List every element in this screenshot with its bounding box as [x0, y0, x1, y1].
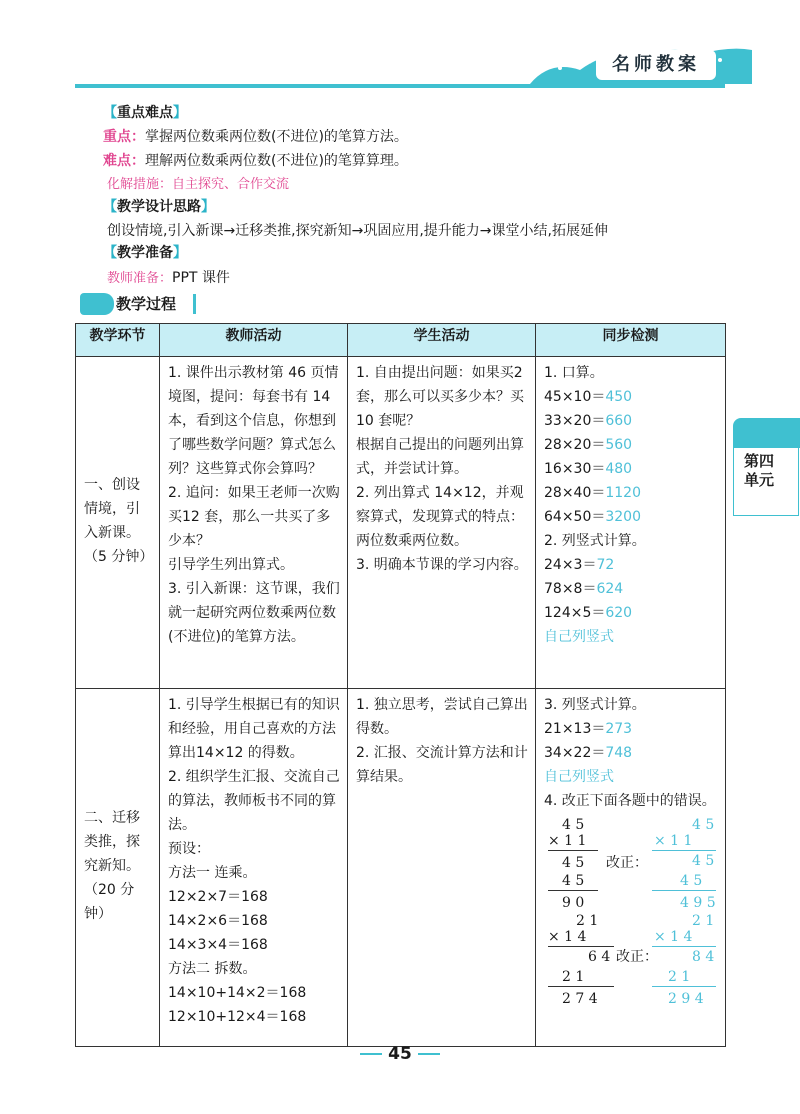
vert-question: 78×8＝ [544, 581, 597, 597]
student-text: 2. 列出算式 14×12，并观察算式，发现算式的特点：两位数乘两位数。 [356, 485, 524, 549]
teacher-text: 方法一 连乘。 [168, 865, 257, 881]
teacher-text: 方法二 拆数。 [168, 961, 257, 977]
student-cell [348, 357, 536, 689]
vert-answer: 624 [596, 581, 624, 597]
vert-answer: 273 [605, 721, 633, 737]
fix2-label: 改正： [616, 949, 658, 965]
oral-answer: 560 [605, 437, 633, 453]
student-text: 2. 汇报、交流计算方法和计算结果。 [356, 745, 528, 785]
student-text: 1. 自由提出问题：如果买2套，那么可以买多少本？买 10 套呢？ [356, 365, 524, 429]
teacher-text: 2. 追问：如果王老师一次购买12 套，那么一共买了多少本？ [168, 485, 340, 549]
fix1-right-line: 4 5 [692, 853, 715, 869]
vert-question: 21×13＝ [544, 721, 606, 737]
fix2-wrong-line: 2 1 [576, 913, 599, 929]
tab-bar [193, 294, 196, 314]
fix1-right-line: × 1 1 [654, 833, 693, 849]
student-text: 3. 明确本节课的学习内容。 [356, 557, 528, 573]
key-label: 重点： [103, 129, 145, 145]
design-text: 创设情境,引入新课→迁移类推,探究新知→巩固应用,提升能力→课堂小结,拓展延伸 [107, 223, 608, 239]
vert-answer: 620 [605, 605, 633, 621]
check-cell [536, 689, 726, 1047]
oral-item [544, 433, 719, 457]
check-title: 3. 列竖式计算。 [544, 697, 646, 713]
oral-answer: 3200 [605, 509, 641, 525]
fix1-wrong-line: 4 5 [562, 817, 585, 833]
fix2-right-line: 2 9 4 [668, 991, 704, 1007]
oral-item [544, 481, 719, 505]
header-teacher: 教师活动 [160, 324, 348, 357]
oral-question: 16×30＝ [544, 461, 606, 477]
teacher-text: 1. 课件出示教材第 46 页情境图，提问：每套书有 14 本，看到这个信息，你想到了哪些数学问题？算式怎么列？这些算式你会算吗？ [168, 365, 339, 477]
check-title: 1. 口算。 [544, 365, 604, 381]
prep-label: 教师准备： [107, 271, 173, 286]
fix2-right-line: 2 1 [692, 913, 715, 929]
fix2-wrong-line: 2 7 4 [562, 991, 598, 1007]
design-heading: 【教学设计思路】 [103, 199, 215, 215]
oral-answer: 480 [605, 461, 633, 477]
dash-left [360, 1053, 382, 1055]
key-line [103, 127, 408, 147]
teacher-text: 14×10+14×2＝168 [168, 985, 307, 1001]
header-check: 同步检测 [536, 324, 726, 357]
fix2-right-line: 8 4 [692, 949, 715, 965]
fix2-right-line: 2 1 [668, 969, 691, 985]
check-cell [536, 357, 726, 689]
student-text: 根据自己提出的问题列出算式，并尝试计算。 [356, 437, 524, 477]
side-unit-label: 第四单元 [744, 452, 775, 489]
teacher-text: 3. 引入新课：这节课，我们就一起研究两位数乘两位数(不进位)的笔算方法。 [168, 581, 340, 645]
fix2-wrong-line: 2 1 [562, 969, 585, 985]
person-icon [80, 293, 114, 315]
teacher-text: 12×10+12×4＝168 [168, 1009, 307, 1025]
oral-item [544, 457, 719, 481]
fix1-right-line: 4 9 5 [680, 895, 716, 911]
prep-text: PPT 课件 [172, 270, 230, 286]
stage-cell: 二、迁移类推，探究新知。（20 分钟） [76, 689, 160, 1047]
teacher-text: 14×2×6＝168 [168, 913, 268, 929]
difficulty-text: 理解两位数乘两位数(不进位)的笔算算理。 [145, 153, 408, 169]
oral-item [544, 385, 719, 409]
difficulty-label: 难点： [103, 153, 145, 169]
side-tab-top [733, 418, 800, 448]
teacher-cell [160, 357, 348, 689]
vert-question: 34×22＝ [544, 745, 606, 761]
prep-heading: 【教学准备】 [103, 245, 187, 261]
vert-item [544, 717, 719, 741]
design-title: 教学设计思路 [117, 199, 201, 215]
oral-question: 33×20＝ [544, 413, 606, 429]
difficulty-line [103, 151, 408, 171]
fix1-right-line: 4 5 [680, 873, 703, 889]
fix2-wrong-line: 6 4 [588, 949, 611, 965]
student-text: 1. 独立思考，尝试自己算出得数。 [356, 697, 528, 737]
key-points-title: 重点难点 [117, 105, 173, 121]
teaching-process-table [75, 323, 726, 1047]
oral-question: 45×10＝ [544, 389, 606, 405]
vert-item [544, 601, 719, 625]
key-text: 掌握两位数乘两位数(不进位)的笔算方法。 [145, 129, 408, 145]
table-header-row [76, 324, 726, 357]
teacher-text: 1. 引导学生根据已有的知识和经验，用自己喜欢的方法算出14×12 的得数。 [168, 697, 340, 761]
fix1-right-line: 4 5 [692, 817, 715, 833]
header-line [75, 84, 725, 88]
oral-question: 28×20＝ [544, 437, 606, 453]
key-points-heading: 【重点难点】 [103, 105, 187, 121]
fix1-label: 改正： [606, 855, 648, 871]
vert-question: 124×5＝ [544, 605, 606, 621]
teacher-text: 12×2×7＝168 [168, 889, 268, 905]
check-title: 2. 列竖式计算。 [544, 533, 646, 549]
oral-item [544, 505, 719, 529]
vert-item [544, 577, 719, 601]
student-cell [348, 689, 536, 1047]
fix1-wrong-line: × 1 1 [548, 833, 587, 849]
fix-title: 4. 改正下面各题中的错误。 [544, 793, 716, 809]
process-title: 教学过程 [116, 295, 177, 313]
vert-question: 24×3＝ [544, 557, 597, 573]
oral-answer: 660 [605, 413, 633, 429]
teacher-text: 预设： [168, 841, 210, 857]
vert-item [544, 553, 719, 577]
table-row [76, 689, 726, 1047]
header-label: 名师教案 [596, 50, 716, 80]
vert-answer: 748 [605, 745, 633, 761]
vert-hint: 自己列竖式 [544, 769, 614, 785]
resolve-note: 化解措施：自主探究、合作交流 [107, 177, 290, 192]
vert-item [544, 741, 719, 765]
prep-line [107, 268, 230, 289]
prep-title: 教学准备 [117, 245, 173, 261]
teacher-text: 14×3×4＝168 [168, 937, 268, 953]
oral-question: 64×50＝ [544, 509, 606, 525]
vert-hint: 自己列竖式 [544, 629, 614, 645]
dash-right [418, 1053, 440, 1055]
teacher-cell [160, 689, 348, 1047]
table-row [76, 357, 726, 689]
fix1-wrong-line: 9 0 [562, 895, 585, 911]
fix1-wrong-line: 4 5 [562, 855, 585, 871]
vert-answer: 72 [596, 557, 615, 573]
header-stage: 教学环节 [76, 324, 160, 357]
oral-answer: 450 [605, 389, 633, 405]
stage-cell: 一、创设情境，引入新课。（5 分钟） [76, 357, 160, 689]
teacher-text: 2. 组织学生汇报、交流自己的算法，教师板书不同的算法。 [168, 769, 340, 833]
fix2-right-line: × 1 4 [654, 929, 693, 945]
page-number-bar [0, 1044, 800, 1064]
page-number: 45 [388, 1044, 412, 1064]
teacher-text: 引导学生列出算式。 [168, 557, 294, 573]
correction-area-2 [544, 909, 719, 1007]
header-student: 学生活动 [348, 324, 536, 357]
oral-item [544, 409, 719, 433]
fix2-wrong-line: × 1 4 [548, 929, 587, 945]
oral-question: 28×40＝ [544, 485, 606, 501]
oral-answer: 1120 [605, 485, 641, 501]
fix1-wrong-line: 4 5 [562, 873, 585, 889]
